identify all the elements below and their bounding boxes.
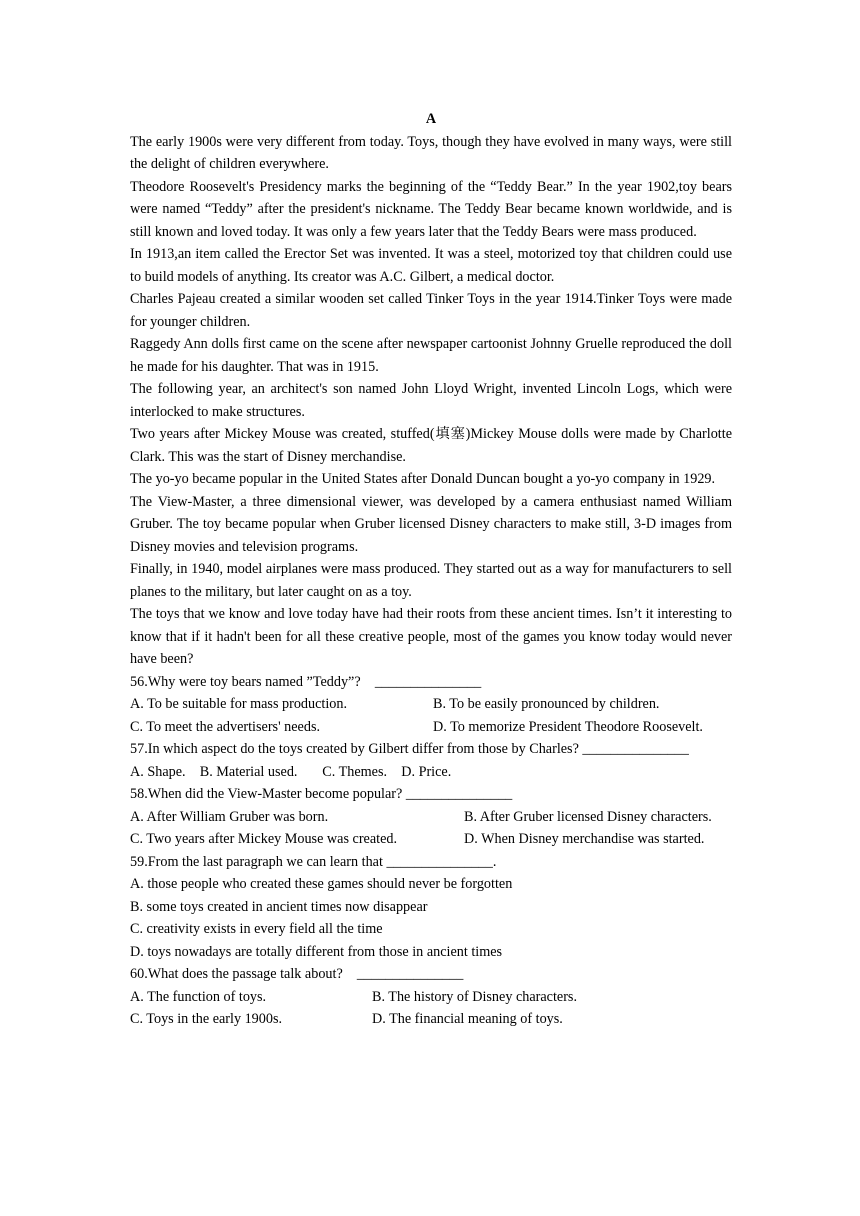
options-line: A. Shape. B. Material used. C. Themes. D. Price.	[130, 763, 452, 780]
options-row	[130, 986, 732, 1009]
paragraph: Raggedy Ann dolls first came on the scene after newspaper cartoonist Johnny Gruelle reproduced the doll he made for his daughter. That was in 1915.	[130, 336, 732, 375]
question-56	[130, 671, 732, 739]
paragraph: The toys that we know and love today have had their roots from these ancient times. Isn’t it interesting to know that if it hadn't been for all these creative people, most of the games you know today would never have been?	[130, 606, 732, 667]
options-row	[130, 716, 732, 739]
paragraph: Charles Pajeau created a similar wooden set called Tinker Toys in the year 1914.Tinker Toys were made for younger children.	[130, 291, 732, 330]
paragraph: The following year, an architect's son named John Lloyd Wright, invented Lincoln Logs, which were interlocked to make structures.	[130, 381, 732, 420]
option-c: C. creativity exists in every field all the time	[130, 921, 383, 937]
option-b: B. some toys created in ancient times now disappear	[130, 898, 428, 915]
question-stem: 56.Why were toy bears named ”Teddy”? _______________	[130, 673, 482, 690]
paragraph: Theodore Roosevelt's Presidency marks the beginning of the “Teddy Bear.” In the year 1902,toy bears were named “Teddy” after the president's nickname. The Teddy Bear became known worldwide, and is still known and loved today. It was only a few years later that the Teddy Bears were mass produced.	[130, 178, 732, 240]
document-page	[130, 108, 732, 1031]
paragraph: Finally, in 1940, model airplanes were mass produced. They started out as a way for manufacturers to sell planes to the military, but later caught on as a toy.	[130, 561, 732, 600]
question-60	[130, 963, 732, 1031]
question-stem: 59.From the last paragraph we can learn that _______________.	[130, 853, 497, 870]
options-row	[130, 693, 732, 716]
question-stem: 58.When did the View-Master become popular? _______________	[130, 786, 513, 802]
option-c: C. To meet the advertisers' needs.	[130, 718, 321, 735]
option-a: A. those people who created these games should never be forgotten	[130, 876, 513, 892]
paragraph: The early 1900s were very different from today. Toys, though they have evolved in many ways, were still the delight of children everywhere.	[130, 133, 732, 172]
option-c: C. Two years after Mickey Mouse was created.	[130, 831, 398, 847]
paragraph: The yo-yo became popular in the United States after Donald Duncan bought a yo-yo company in 1929.	[130, 471, 716, 487]
option-b: B. After Gruber licensed Disney characters.	[464, 808, 712, 825]
question-stem: 57.In which aspect do the toys created by Gilbert differ from those by Charles? _______________	[130, 741, 689, 757]
option-c: C. Toys in the early 1900s.	[130, 1011, 283, 1027]
question-58	[130, 783, 732, 851]
option-a: A. The function of toys.	[130, 988, 267, 1005]
options-row	[130, 806, 732, 829]
option-b: B. To be easily pronounced by children.	[433, 696, 660, 712]
option-d: D. toys nowadays are totally different from those in ancient times	[130, 943, 503, 960]
option-d: D. To memorize President Theodore Roosevelt.	[433, 718, 703, 735]
passage-title: A	[425, 111, 437, 127]
option-d: D. When Disney merchandise was started.	[464, 831, 705, 847]
question-57	[130, 738, 732, 783]
question-stem: 60.What does the passage talk about? _______________	[130, 966, 464, 982]
option-a: A. To be suitable for mass production.	[130, 696, 348, 712]
paragraph: Two years after Mickey Mouse was created, stuffed(填塞)Mickey Mouse dolls were made by Charlotte Clark. This was the start of Disney merchandise.	[130, 426, 732, 465]
paragraph: In 1913,an item called the Erector Set was invented. It was a steel, motorized toy that children could use to build models of anything. Its creator was A.C. Gilbert, a medical doctor.	[130, 246, 732, 285]
paragraph: The View-Master, a three dimensional viewer, was developed by a camera enthusiast named William Gruber. The toy became popular when Gruber licensed Disney characters to make still, 3-D images from Disney movies and television programs.	[130, 493, 732, 555]
question-59	[130, 851, 732, 964]
options-row	[130, 1008, 732, 1031]
option-d: D. The financial meaning of toys.	[372, 1011, 563, 1027]
options-row	[130, 828, 732, 851]
option-a: A. After William Gruber was born.	[130, 808, 329, 825]
option-b: B. The history of Disney characters.	[372, 988, 578, 1005]
